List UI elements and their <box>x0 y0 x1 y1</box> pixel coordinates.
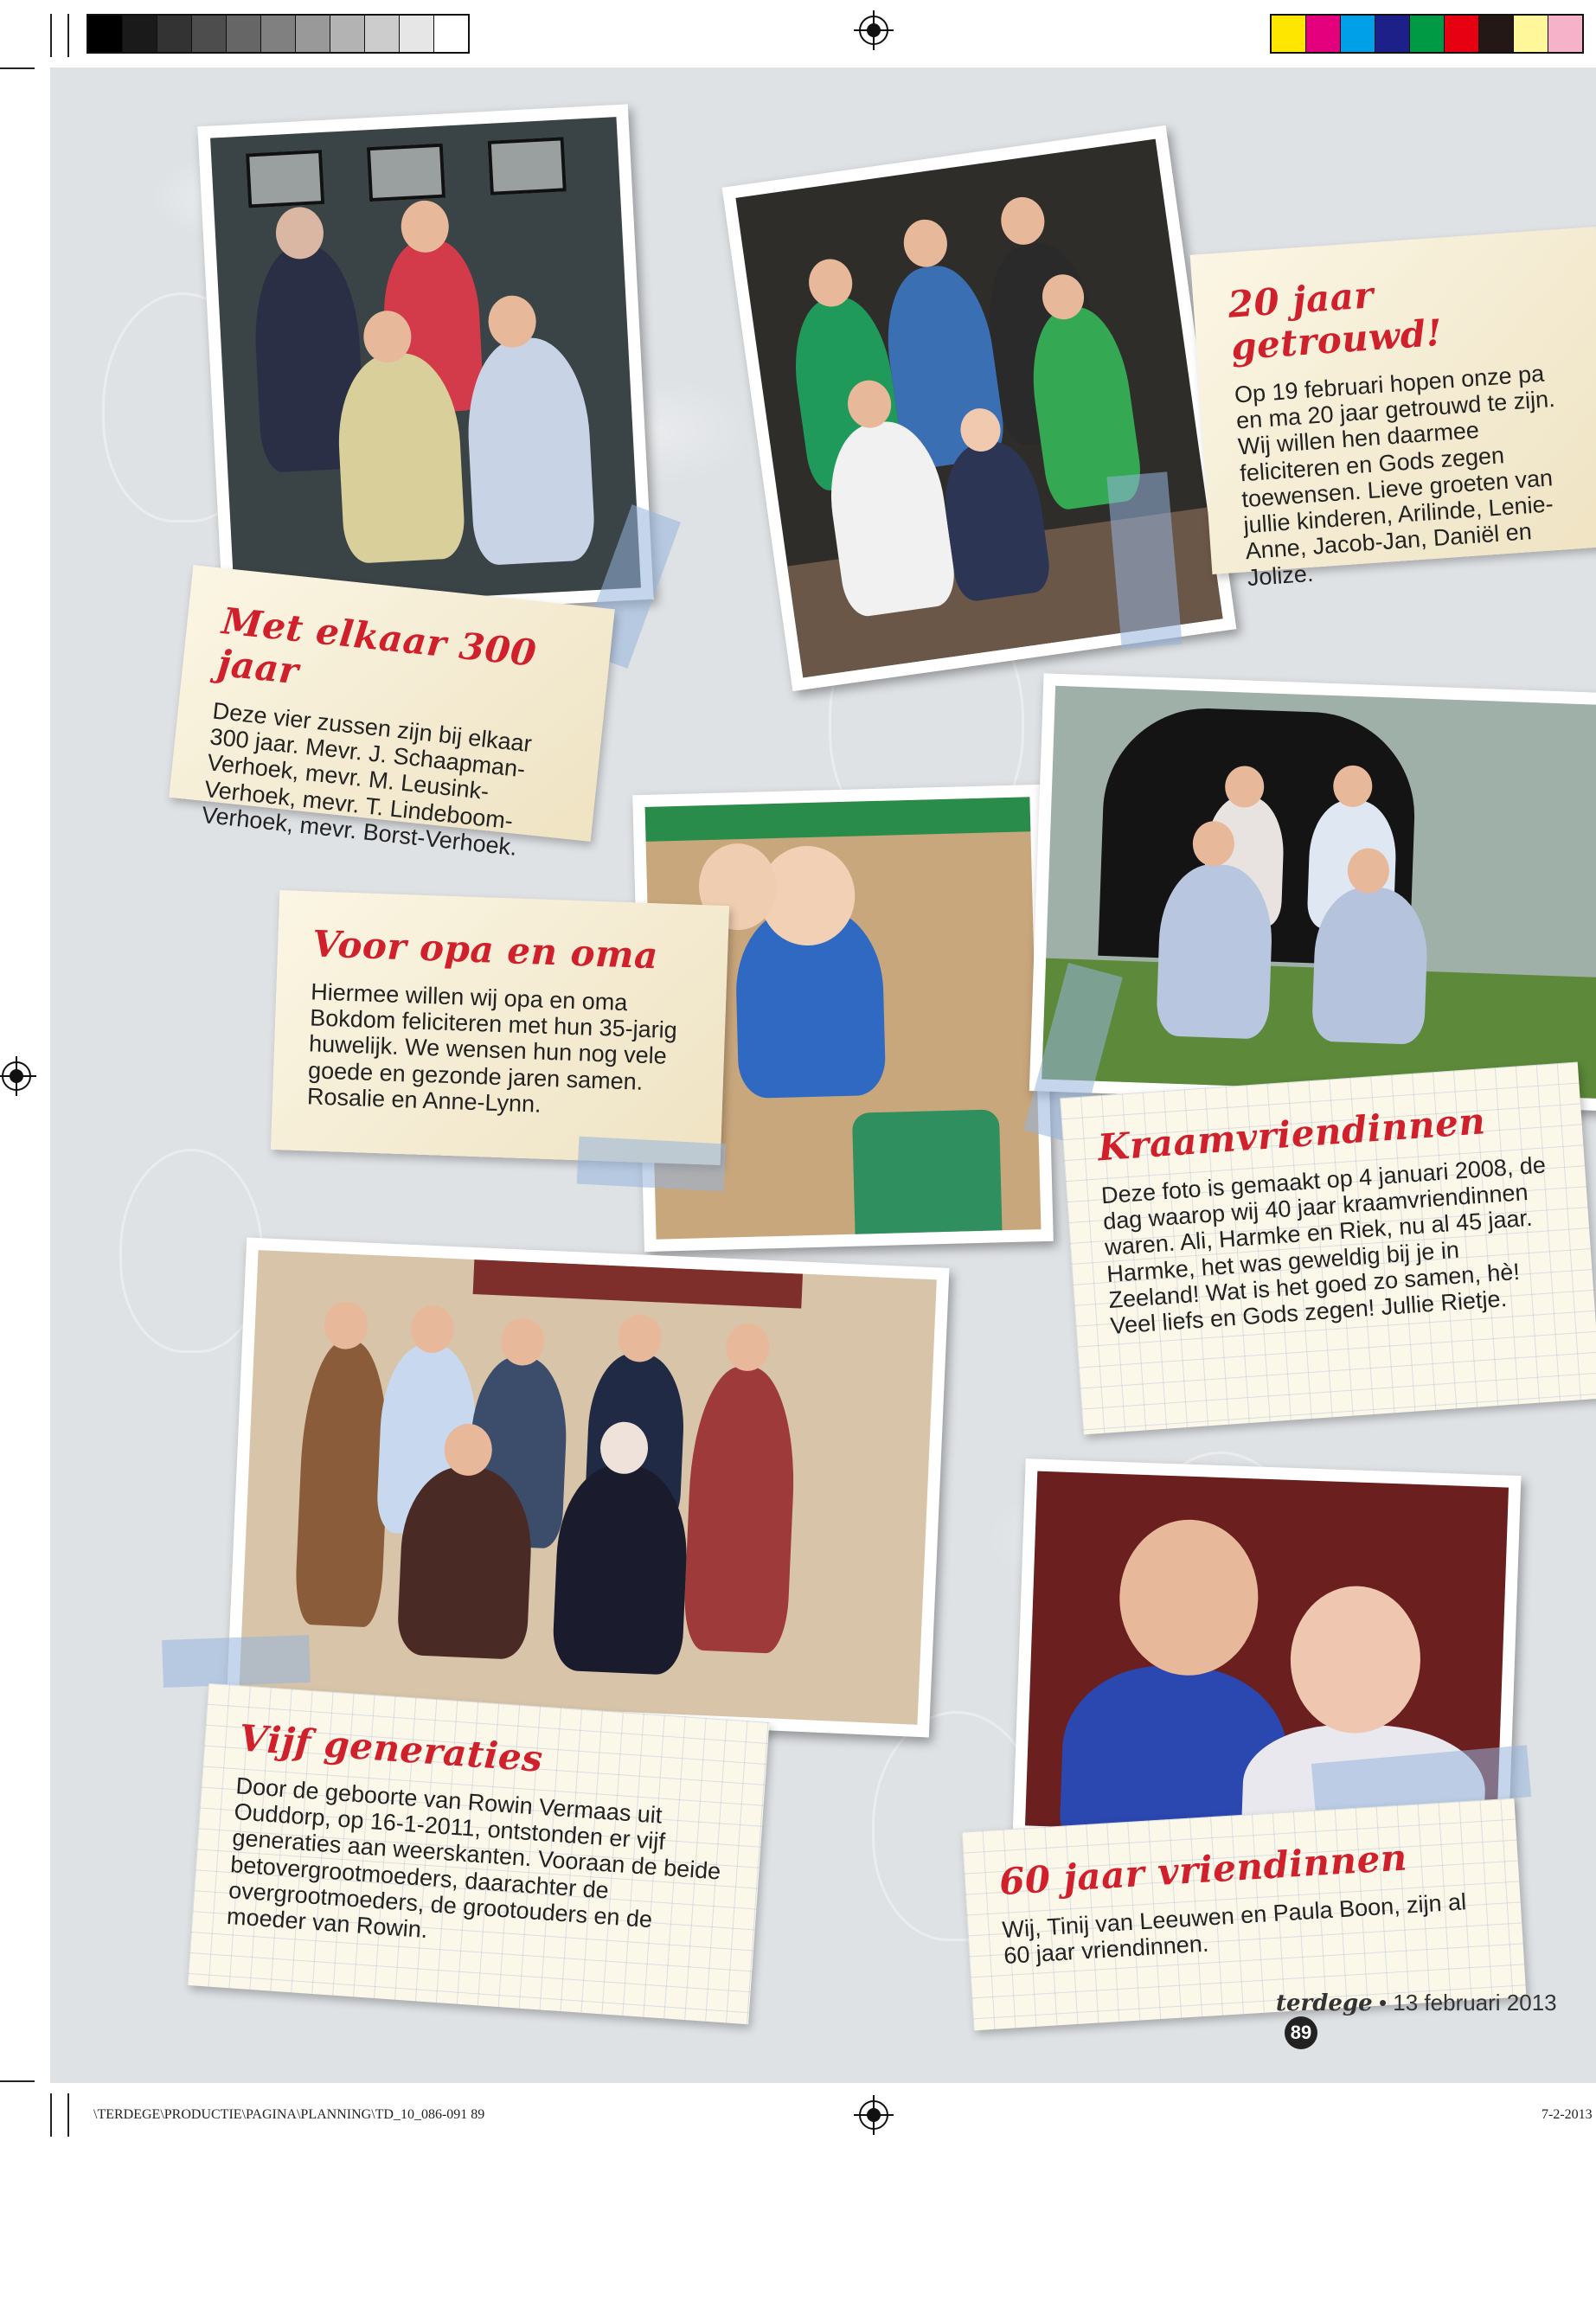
issue-date: 13 februari 2013 <box>1393 1990 1557 2016</box>
note-title: Met elkaar 300 jaar <box>215 599 539 693</box>
page-footer <box>1276 1990 1596 2049</box>
crop-mark <box>67 2093 69 2137</box>
note-body: Deze vier zussen zijn bij elkaar 300 jaar. Mevr. J. Schaapman-Verhoek, mevr. M. Leusink-Verhoek, mevr. T. Lindeboom-Verhoek, mevr. Borst-Verhoek. <box>200 697 534 861</box>
crop-mark <box>50 2093 52 2137</box>
note-body: Hiermee willen wij opa en oma Bokdom feliciteren met hun 35-jarig huwelijk. We wensen hun nog vele goede en gezonde jaren samen. Rosalie en Anne-Lynn. <box>306 978 678 1118</box>
print-slug-date: 7-2-2013 <box>1542 2107 1593 2122</box>
note-body: Deze foto is gemaakt op 4 januari 2008, de dag waarop wij 40 jaar kraamvriendinnen waren. Ali, Harmke en Riek, nu al 45 jaar. Harmke, het was geweldig bij je in Zeeland! Wat is het goed zo samen, hè! Veel liefs en Gods zegen! Jullie Rietje. <box>1100 1151 1547 1340</box>
damask-ornament <box>119 1149 263 1353</box>
note-body: Op 19 februari hopen onze pa en ma 20 jaar getrouwd te zijn. Wij willen hen daarmee feliciteren en Gods zegen toewensen. Lieve groeten van jullie kinderen, Arilinde, Lenie-Anne, Jacob-Jan, Daniël en Jolize. <box>1234 360 1556 591</box>
note-title: 20 jaar getrouwd! <box>1227 273 1444 369</box>
photo-four-sisters <box>197 104 653 621</box>
print-slug-path: \TERDEGE\PRODUCTIE\PAGINA\PLANNING\TD_10_086-091 89 <box>93 2107 485 2122</box>
note-20-jaar-getrouwd <box>1190 227 1596 591</box>
crop-mark <box>50 14 52 57</box>
crop-mark <box>0 2080 35 2082</box>
footer-separator: • <box>1378 1990 1388 2016</box>
grayscale-color-bar <box>87 14 470 54</box>
note-title: Voor opa en oma <box>311 922 659 977</box>
note-body: Door de geboorte van Rowin Vermaas uit Ouddorp, op 16-1-2011, ontstonden er vijf generaties aan weerskanten. Vooraan de beide betovergrootmoeders, daarachter de overgrootmoeders, de grootouders en de moeder van Rowin. <box>226 1772 722 1944</box>
note-vijf-generaties <box>188 1683 770 2024</box>
note-title: Kraamvriendinnen <box>1096 1099 1487 1170</box>
note-met-elkaar-300-jaar <box>169 565 615 861</box>
photo-kraamvriendinnen <box>1029 673 1596 1111</box>
note-voor-opa-en-oma <box>271 890 729 1165</box>
note-kraamvriendinnen <box>1060 1062 1596 1435</box>
tape-strip <box>577 1137 727 1192</box>
photo-vijf-generaties <box>227 1238 950 1738</box>
crop-mark <box>0 67 35 69</box>
page-number: 89 <box>1285 2016 1317 2049</box>
note-title: Vijf generaties <box>237 1716 545 1780</box>
tape-strip <box>162 1635 311 1688</box>
registration-mark-icon <box>859 16 888 45</box>
note-body: Wij, Tinij van Leeuwen en Paula Boon, zijn al 60 jaar vriendinnen. <box>1001 1888 1467 1970</box>
registration-mark-icon <box>2 1061 31 1091</box>
magazine-page <box>50 67 1596 2083</box>
registration-mark-icon <box>859 2100 888 2130</box>
cmyk-color-bar <box>1270 14 1584 54</box>
note-title: 60 jaar vriendinnen <box>997 1836 1409 1904</box>
magazine-brand: terdege <box>1276 1990 1373 2016</box>
crop-mark <box>67 14 69 57</box>
